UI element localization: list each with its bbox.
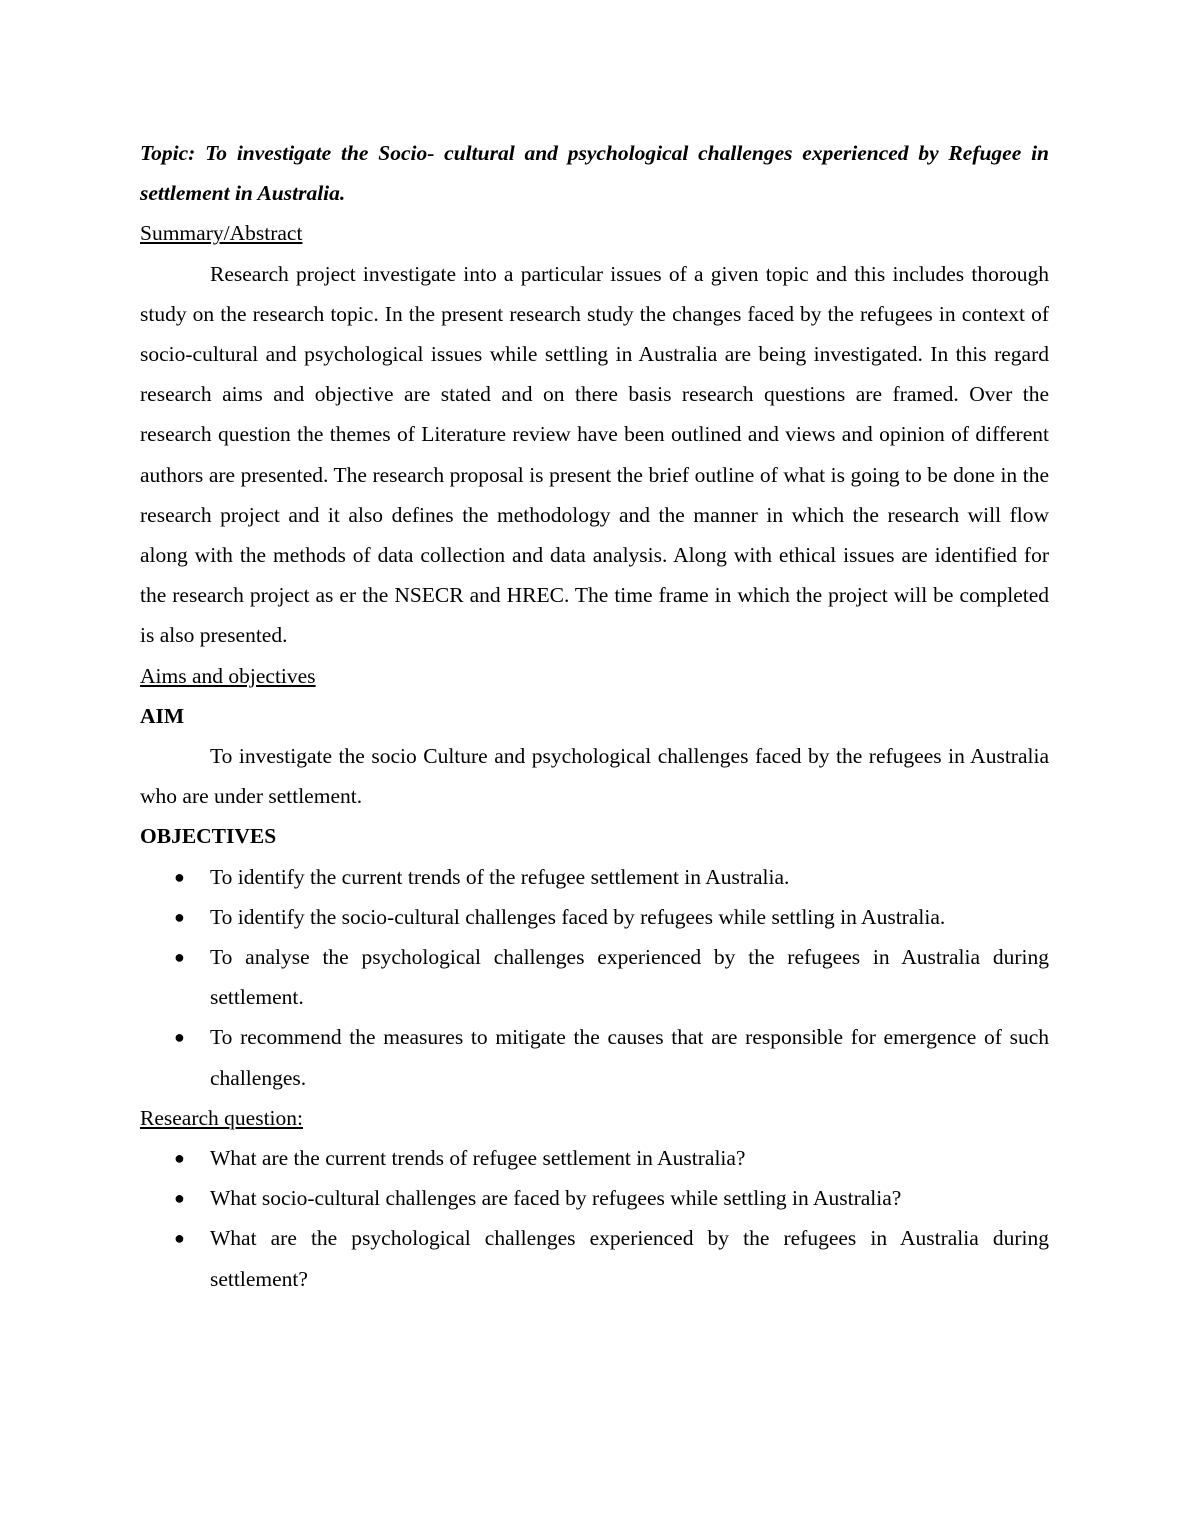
research-question-list — [140, 1138, 1049, 1299]
bullet-icon: ● — [174, 947, 185, 968]
objectives-list — [140, 857, 1049, 1098]
question-text: What are the psychological challenges experienced by the refugees in Australia during settlement? — [210, 1226, 1049, 1291]
bullet-icon: ● — [174, 906, 185, 927]
list-item — [140, 897, 1049, 937]
objective-text: To identify the current trends of the refugee settlement in Australia. — [210, 864, 790, 889]
list-item — [140, 1017, 1049, 1097]
summary-paragraph: Research project investigate into a particular issues of a given topic and this includes thorough study on the research topic. In the present research study the changes faced by the refugees in context of socio-cultural and psychological issues while settling in Australia are being investigated. In this regard research aims and objective are stated and on there basis research questions are framed. Over the research question the themes of Literature review have been outlined and views and opinion of different authors are presented. The research proposal is present the brief outline of what is going to be done in the research project and it also defines the methodology and the manner in which the research will flow along with the methods of data collection and data analysis. Along with ethical issues are identified for the research project as er the NSECR and HREC. The time frame in which the project will be completed is also presented. — [140, 261, 1049, 648]
research-question-heading: Research question: — [140, 1105, 303, 1130]
list-item — [140, 1178, 1049, 1218]
question-text: What socio-cultural challenges are faced by refugees while settling in Australia? — [210, 1186, 902, 1211]
aim-label: AIM — [140, 703, 185, 728]
bullet-icon: ● — [174, 1188, 185, 1209]
aim-paragraph: To investigate the socio Culture and psychological challenges faced by the refugees in Australia who are under settlement. — [140, 744, 1049, 809]
objectives-label: OBJECTIVES — [140, 824, 277, 849]
topic-title: Topic: To investigate the Socio- cultural and psychological challenges experienced by Refugee in settlement in Australia. — [140, 141, 1049, 206]
document-page — [140, 133, 1049, 1299]
bullet-icon: ● — [174, 1148, 185, 1169]
bullet-icon: ● — [174, 1027, 185, 1048]
objective-text: To identify the socio-cultural challenges faced by refugees while settling in Australia. — [210, 904, 946, 929]
bullet-icon: ● — [174, 866, 185, 887]
list-item — [140, 1138, 1049, 1178]
list-item — [140, 1218, 1049, 1298]
objective-text: To recommend the measures to mitigate the causes that are responsible for emergence of such challenges. — [210, 1025, 1049, 1090]
bullet-icon: ● — [174, 1228, 185, 1249]
list-item — [140, 937, 1049, 1017]
question-text: What are the current trends of refugee settlement in Australia? — [210, 1146, 746, 1171]
list-item — [140, 857, 1049, 897]
summary-heading: Summary/Abstract — [140, 221, 303, 246]
aims-heading: Aims and objectives — [140, 663, 316, 688]
objective-text: To analyse the psychological challenges experienced by the refugees in Australia during settlement. — [210, 945, 1049, 1010]
